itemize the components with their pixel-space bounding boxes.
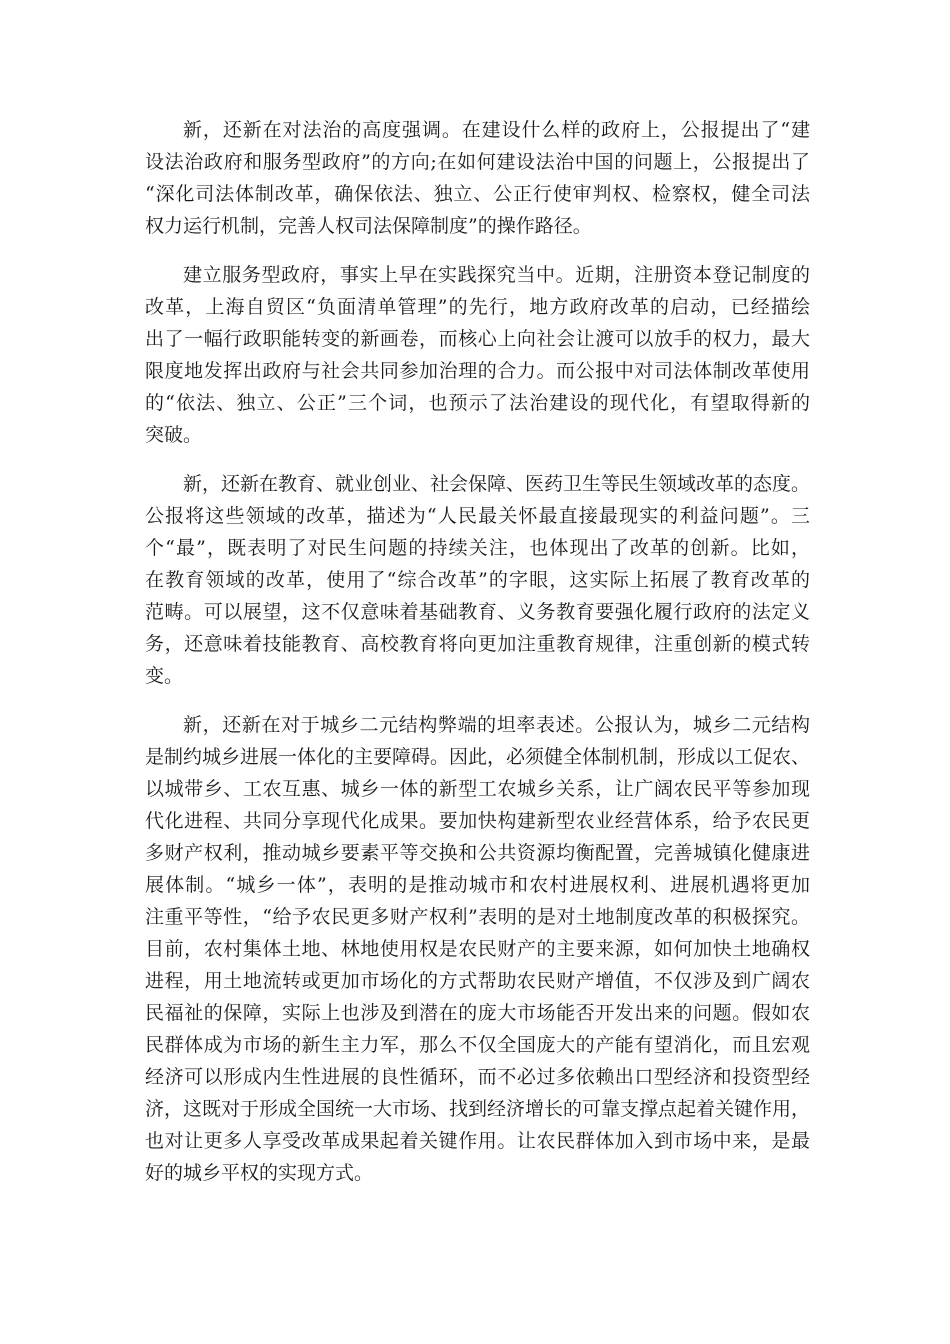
text-line: 限度地发挥出政府与社会共同参加治理的合力。而公报中对司法体制改革使用 — [145, 360, 810, 382]
text-line: 的“依法、独立、公正”三个词，也预示了法治建设的现代化，有望取得新的 — [145, 392, 810, 414]
text-line: 民群体成为市场的新生主力军，那么不仅全国庞大的产能有望消化，而且宏观 — [145, 1034, 810, 1056]
text-line: 进程，用土地流转或更加市场化的方式帮助农民财产增值，不仅涉及到广阔农 — [145, 970, 810, 992]
text-line: 民福祉的保障，实际上也涉及到潜在的庞大市场能否开发出来的问题。假如农 — [145, 1002, 810, 1024]
text-line: 展体制。“城乡一体”，表明的是推动城市和农村进展权利、进展机遇将更加 — [145, 874, 810, 896]
text-line: 以城带乡、工农互惠、城乡一体的新型工农城乡关系，让广阔农民平等参加现 — [145, 778, 810, 800]
document-body — [145, 114, 810, 1189]
paragraph-1 — [145, 114, 810, 242]
text-line: 新，还新在教育、就业创业、社会保障、医药卫生等民生领域改革的态度。 — [183, 473, 811, 495]
text-line: 范畴。可以展望，这不仅意味着基础教育、义务教育要强化履行政府的法定义 — [145, 601, 810, 623]
paragraph-2 — [145, 259, 810, 451]
text-line: 好的城乡平权的实现方式。 — [145, 1162, 374, 1184]
text-line: “深化司法体制改革，确保依法、独立、公正行使审判权、检察权，健全司法 — [145, 183, 810, 205]
paragraph-spacer — [145, 692, 810, 709]
paragraph-spacer — [145, 242, 810, 259]
text-line: 多财产权利，推动城乡要素平等交换和公共资源均衡配置，完善城镇化健康进 — [145, 842, 810, 864]
text-line: 新，还新在对于城乡二元结构弊端的坦率表述。公报认为，城乡二元结构 — [183, 714, 810, 736]
text-line: 公报将这些领域的改革，描述为“人民最关怀最直接最现实的利益问题”。三 — [145, 505, 810, 527]
text-line: 建立服务型政府，事实上早在实践探究当中。近期，注册资本登记制度的 — [183, 264, 810, 286]
text-line: 济，这既对于形成全国统一大市场、找到经济增长的可靠支撑点起着关键作用， — [145, 1098, 811, 1120]
text-line: 是制约城乡进展一体化的主要障碍。因此，必须健全体制机制，形成以工促农、 — [145, 746, 811, 768]
text-line: 设法治政府和服务型政府”的方向;在如何建设法治中国的问题上，公报提出了 — [145, 151, 810, 173]
text-line: 务，还意味着技能教育、高校教育将向更加注重教育规律，注重创新的模式转 — [145, 633, 810, 655]
text-line: 权力运行机制，完善人权司法保障制度”的操作路径。 — [145, 215, 592, 237]
text-line: 注重平等性，“给予农民更多财产权利”表明的是对土地制度改革的积极探究。 — [145, 906, 810, 928]
text-line: 改革，上海自贸区“负面清单管理”的先行，地方政府改革的启动，已经描绘 — [145, 296, 810, 318]
text-line: 变。 — [145, 665, 184, 687]
paragraph-spacer — [145, 451, 810, 468]
text-line: 代化进程、共同分享现代化成果。要加快构建新型农业经营体系，给予农民更 — [145, 810, 810, 832]
text-line: 突破。 — [145, 424, 203, 446]
paragraph-3 — [145, 468, 810, 692]
text-line: 个“最”，既表明了对民生问题的持续关注，也体现出了改革的创新。比如， — [145, 537, 810, 559]
paragraph-4 — [145, 709, 810, 1189]
text-line: 目前，农村集体土地、林地使用权是农民财产的主要来源，如何加快土地确权 — [145, 938, 810, 960]
text-line: 也对让更多人享受改革成果起着关键作用。让农民群体加入到市场中来，是最 — [145, 1130, 810, 1152]
text-line: 在教育领域的改革，使用了“综合改革”的字眼，这实际上拓展了教育改革的 — [145, 569, 810, 591]
text-line: 经济可以形成内生性进展的良性循环，而不必过多依赖出口型经济和投资型经 — [145, 1066, 810, 1088]
text-line: 新，还新在对法治的高度强调。在建设什么样的政府上，公报提出了“建 — [183, 119, 810, 141]
text-line: 出了一幅行政职能转变的新画卷，而核心上向社会让渡可以放手的权力，最大 — [145, 328, 810, 350]
